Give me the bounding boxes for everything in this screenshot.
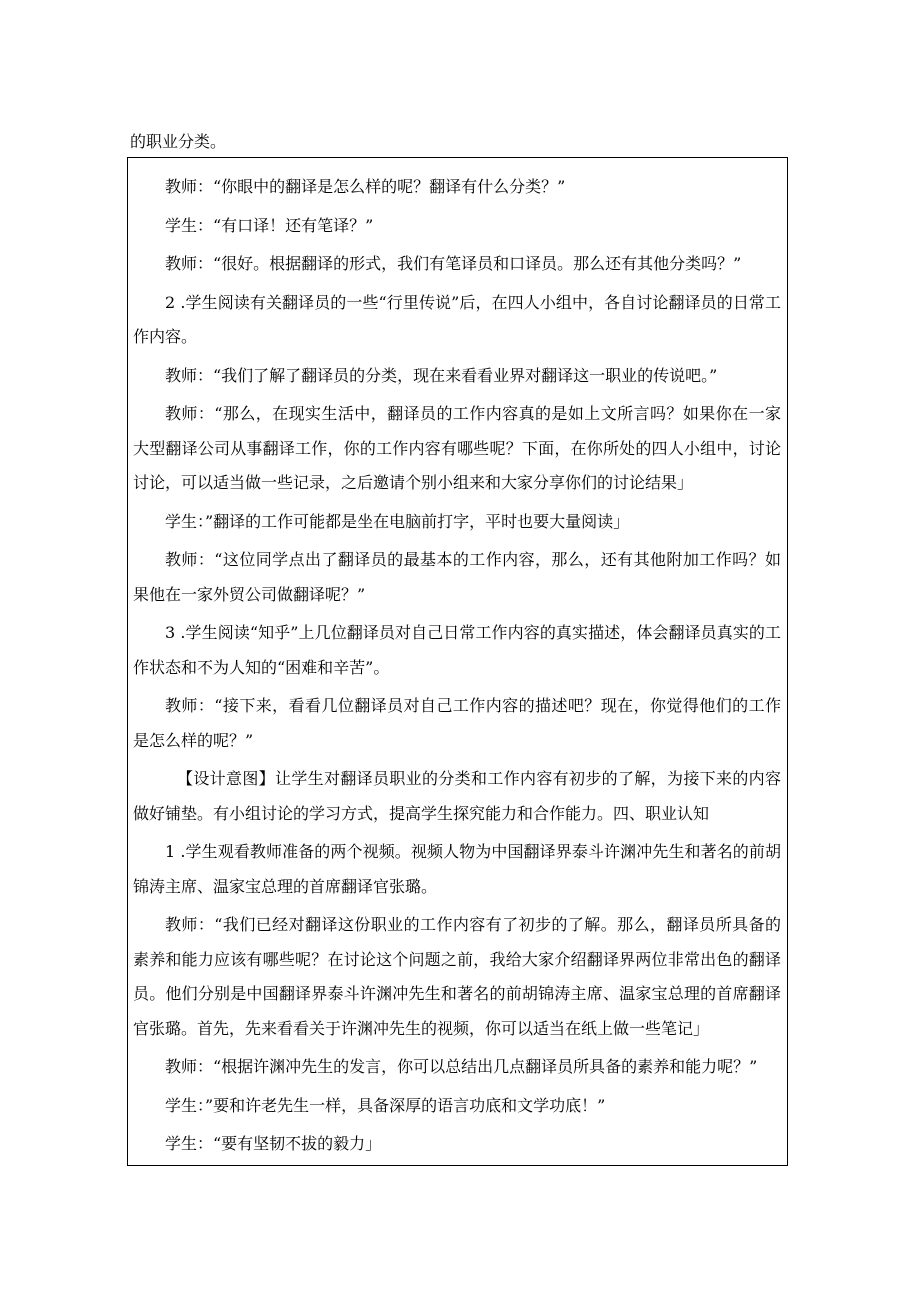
paragraph-teacher-legend: 教师：“我们了解了翻译员的分类，现在来看看业界对翻译这一职业的传说吧。” xyxy=(165,365,718,385)
paragraph-teacher-question: 教师：“你眼中的翻译是怎么样的呢？翻译有什么分类？” xyxy=(165,177,566,196)
paragraph-teacher-discussion: 教师：“那么，在现实生活中，翻译员的工作内容真的是如上文所言吗？如果你在一家大型翻译公司从事翻译工作，你的工作内容有哪些呢？下面，在你所处的四人小组中，讨论讨论，可以适当做一些记录，之后邀请个别小组来和大家分享你们的讨论结果」 xyxy=(133,404,781,492)
paragraph-student-perseverance: 学生：“要有坚韧不拔的毅力」 xyxy=(165,1134,382,1153)
paragraph-student-answer: 学生：“有口译！还有笔译？” xyxy=(165,215,374,235)
paragraph-student-typing: 学生：”翻译的工作可能都是坐在电脑前打字，平时也要大量阅读」 xyxy=(165,511,630,531)
paragraph-step-3: 3 .学生阅读“知乎”上几位翻译员对自己日常工作内容的真实描述，体会翻译员真实的工作状态和不为人知的“困难和辛苦”。 xyxy=(133,623,781,677)
lesson-content xyxy=(133,170,781,1166)
paragraph-teacher-intro: 教师：“我们已经对翻译这份职业的工作内容有了初步的了解。那么，翻译员所具备的素养和能力应该有哪些呢？在讨论这个问题之前，我给大家介绍翻译界两位非常出色的翻译员。他们分别是中国翻译界泰斗许渊冲先生和著名的前胡锦涛主席、温家宝总理的首席翻译官张璐。首先，先来看看关于许渊冲先生的视频，你可以适当在纸上做一些笔记」 xyxy=(133,915,781,1038)
paragraph-teacher-summary: 教师：“根据许渊冲先生的发言，你可以总结出几点翻译员所具备的素养和能力呢？” xyxy=(165,1057,758,1076)
paragraph-teacher-reply: 教师：“很好。根据翻译的形式，我们有笔译员和口译员。那么还有其他分类吗？” xyxy=(165,254,742,273)
paragraph-teacher-next: 教师：“接下来，看看几位翻译员对自己工作内容的描述吧？现在，你觉得他们的工作是怎么样的呢？” xyxy=(133,696,781,750)
preceding-text-line: 的职业分类。 xyxy=(130,132,227,151)
paragraph-teacher-followup: 教师：“这位同学点出了翻译员的最基本的工作内容，那么，还有其他附加工作吗？如果他在一家外贸公司做翻译呢？” xyxy=(133,550,781,604)
paragraph-design-intent: 【设计意图】让学生对翻译员职业的分类和工作内容有初步的了解，为接下来的内容做好铺垫。有小组讨论的学习方式，提高学生探究能力和合作能力。四、职业认知 xyxy=(133,769,781,823)
paragraph-student-language: 学生：”要和许老先生一样，具备深厚的语言功底和文学功底！” xyxy=(165,1095,606,1115)
paragraph-step-1-video: 1 .学生观看教师准备的两个视频。视频人物为中国翻译界泰斗许渊冲先生和著名的前胡锦涛主席、温家宝总理的首席翻译官张璐。 xyxy=(133,842,781,896)
lesson-table-cell xyxy=(127,157,788,1166)
paragraph-step-2: 2 .学生阅读有关翻译员的一些“行里传说”后，在四人小组中，各自讨论翻译员的日常工作内容。 xyxy=(133,292,781,346)
